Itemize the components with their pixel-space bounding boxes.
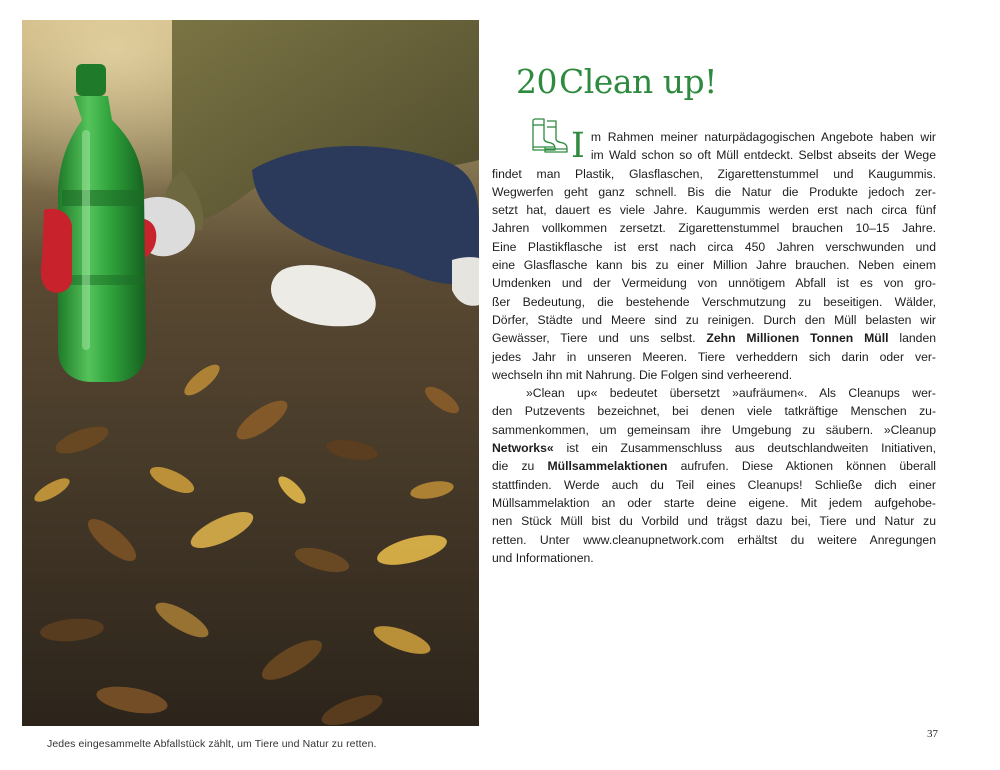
text-line: wechseln ihn mit Nahrung. Die Folgen sind verheerend. — [492, 367, 793, 382]
text-line: Dörfer, Städte und Meere sind zu reinigen. Durch den Müll belasten wir — [492, 312, 936, 327]
text-line: setzt hat, dauert es viele Jahre. Kaugummis werden erst nach circa fünf — [492, 203, 936, 218]
emphasis-text: Zehn Millionen Tonnen Müll — [706, 331, 889, 346]
text-line: ßer Bedeutung, die bestehende Verschmutzung zu beseitigen. Wälder, — [492, 294, 936, 309]
text-line: Eine Plastikflasche ist erst nach circa 450 Jahren verschwunden und — [492, 239, 936, 254]
text-segment: landen — [888, 331, 937, 346]
chapter-number: 20 — [516, 62, 557, 101]
text-line: Wegwerfen geht ganz schnell. Bis die Natur die Produkte jedoch zer- — [492, 184, 936, 199]
text-line: den Putzevents bezeichnet, bei denen viele tatkräftige Menschen zu- — [492, 404, 936, 419]
text-line: m Rahmen meiner naturpädagogischen Angebote haben wir — [590, 130, 936, 144]
article-body — [492, 126, 937, 567]
text-line: »Clean up« bedeutet übersetzt »aufräumen«. Als Cleanups wer- — [526, 386, 936, 401]
text-line: eine Glasflasche kann bis zu einer Million Jahre brauchen. Neben einem — [492, 258, 936, 273]
emphasis-text: Müllsammelaktionen — [547, 459, 668, 474]
text-segment: die zu — [492, 459, 548, 474]
cleanup-photo — [22, 20, 479, 726]
text-segment: Gewässer, Tiere und uns selbst. — [492, 331, 707, 346]
text-segment: aufrufen. Diese Aktionen können überall — [667, 459, 936, 474]
paragraph-1 — [492, 126, 937, 384]
text-line: stattfinden. Werde auch du Teil eines Cleanups! Schließe dich einer — [492, 477, 936, 492]
text-line: Jahren vollkommen zersetzt. Zigarettenstummel brauchen 10–15 Jahre. — [492, 221, 936, 236]
text-line: findet man Plastik, Glasflaschen, Zigarettenstummel und Kaugummis. — [492, 166, 936, 181]
page-number: 37 — [927, 728, 938, 740]
text-line: jedes Jahr in unseren Meeren. Tiere verheddern sich darin oder ver- — [492, 349, 936, 364]
text-line: Umdenken und der Vermeidung von unnötigem Abfall ist es von gro- — [492, 276, 936, 291]
text-line-bold — [492, 329, 936, 347]
text-line: und Informationen. — [492, 550, 594, 565]
chapter-title: Clean up! — [559, 62, 717, 101]
chapter-heading — [516, 62, 717, 102]
text-line: im Wald schon so oft Müll entdeckt. Selbst abseits der Wege — [590, 148, 936, 163]
emphasis-text: Networks« — [492, 441, 554, 456]
photo-caption: Jedes eingesammelte Abfallstück zählt, um Tiere und Natur zu retten. — [47, 738, 377, 750]
paragraph-2 — [492, 384, 936, 567]
drop-cap: I — [571, 126, 585, 166]
forest-floor-illustration — [22, 20, 479, 726]
text-line: retten. Unter www.cleanupnetwork.com erhältst du weitere Anregungen — [492, 532, 936, 547]
text-segment: ist ein Zusammenschluss aus deutschlandweiten Initiativen, — [553, 441, 936, 456]
text-line: nen Stück Müll bist du Vorbild und trägst dazu bei, Tiere und Natur zu — [492, 514, 936, 529]
text-line: sammenkommen, um gemeinsam ihre Umgebung zu säubern. »Cleanup — [492, 422, 936, 437]
text-line-bold — [492, 439, 936, 457]
text-line: Müllsammelaktion an oder starte deine eigene. Mit jedem aufgehobe- — [492, 495, 936, 510]
text-line-bold — [492, 457, 936, 475]
